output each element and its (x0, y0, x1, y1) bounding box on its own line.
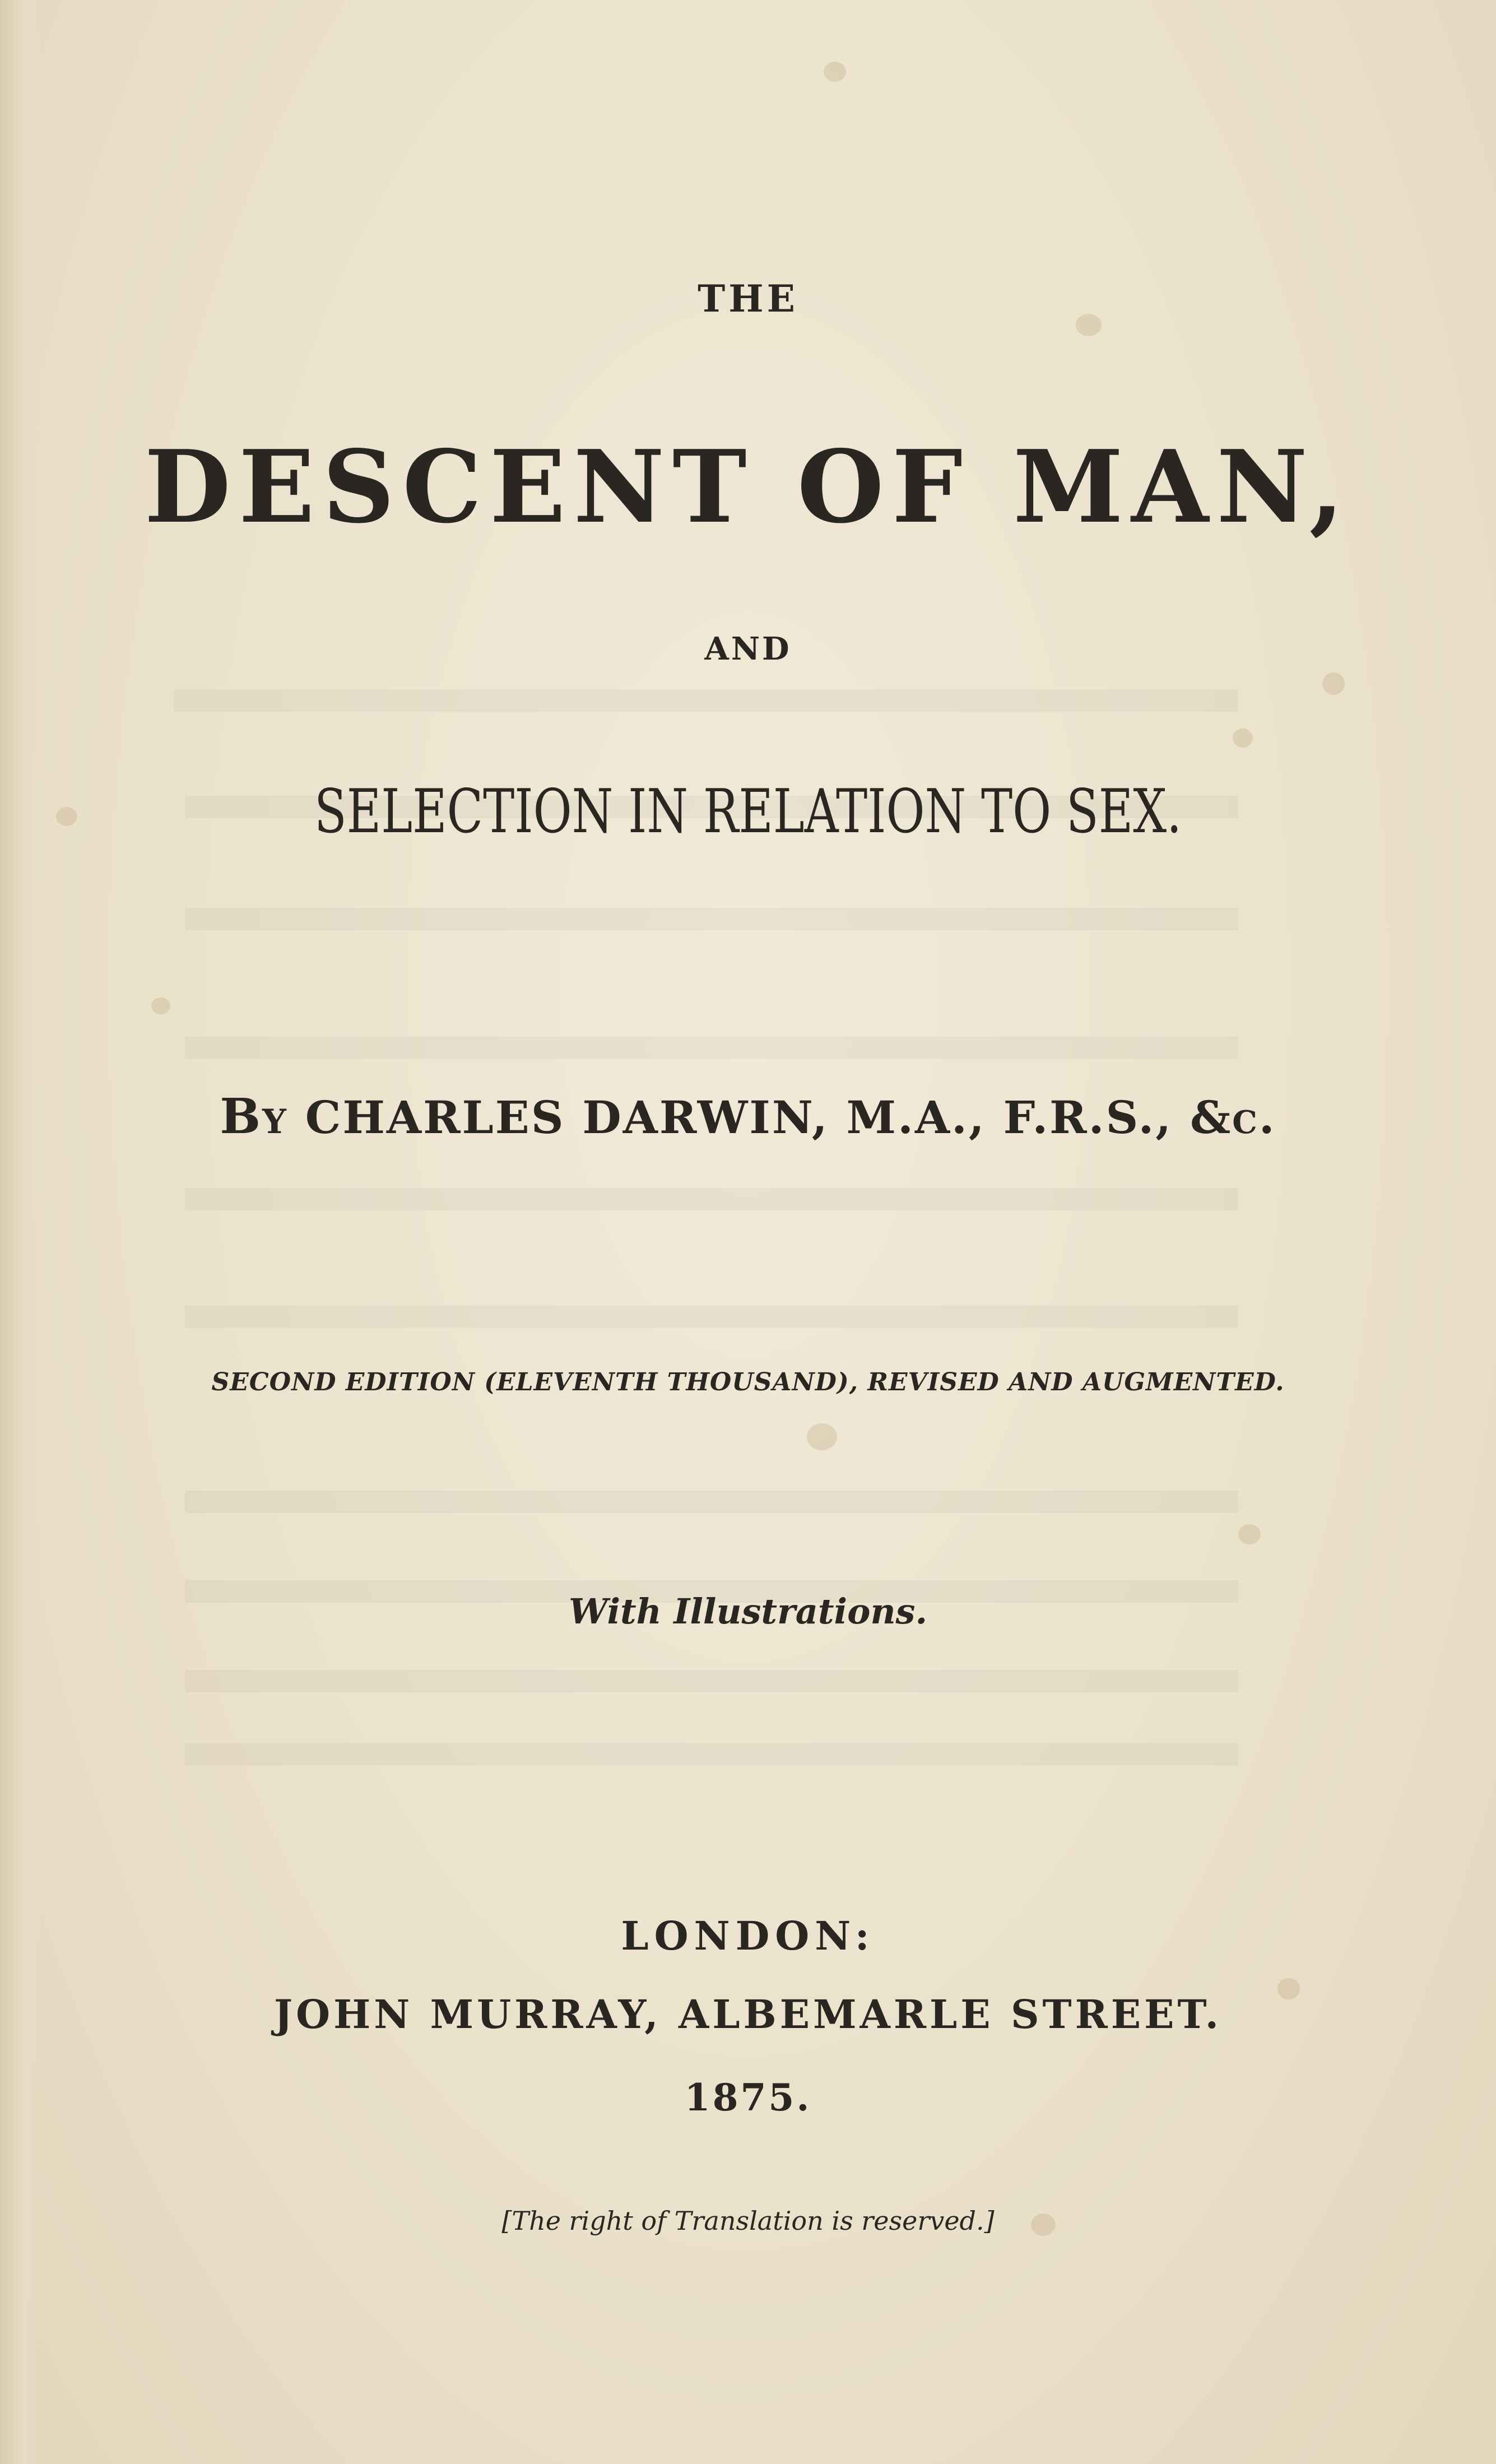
bleed-through-line (185, 1743, 1238, 1765)
edition-statement: SECOND EDITION (ELEVENTH THOUSAND), REVISED AND AUGMENTED. (211, 1368, 1285, 1396)
foxing-spot (1076, 314, 1102, 336)
imprint-publisher: JOHN MURRAY, ALBEMARLE STREET. (274, 1991, 1222, 2038)
foxing-spot (56, 807, 77, 826)
bleed-through-line (185, 1037, 1238, 1059)
foxing-spot (1322, 672, 1345, 695)
foxing-spot (1238, 1524, 1261, 1544)
bleed-through-line (185, 908, 1238, 930)
foxing-spot (151, 997, 170, 1014)
bleed-through-line (185, 1306, 1238, 1328)
bleed-through-line (185, 1491, 1238, 1513)
foxing-spot (807, 1423, 837, 1450)
foxing-spot (1233, 728, 1253, 748)
illustrations-note: With Illustrations. (568, 1591, 928, 1632)
author-by: By (220, 1088, 288, 1145)
bleed-through-line (185, 1670, 1238, 1692)
imprint-year: 1875. (684, 2076, 812, 2119)
imprint-city: LONDON: (621, 1913, 875, 1959)
rights-notice: [The right of Translation is reserved.] (501, 2206, 995, 2236)
main-title: DESCENT OF MAN, (144, 428, 1352, 545)
foxing-spot (824, 62, 846, 82)
title-conjunction: AND (704, 630, 792, 667)
author-etc: &c. (1190, 1091, 1276, 1144)
author-name: CHARLES DARWIN, M.A., F.R.S., (305, 1091, 1173, 1144)
author-line (0, 1088, 1496, 1145)
subtitle: SELECTION IN RELATION TO SEX. (314, 777, 1182, 847)
bleed-through-line (185, 1188, 1238, 1210)
bleed-through-line (174, 689, 1238, 712)
title-article: THE (698, 277, 798, 321)
